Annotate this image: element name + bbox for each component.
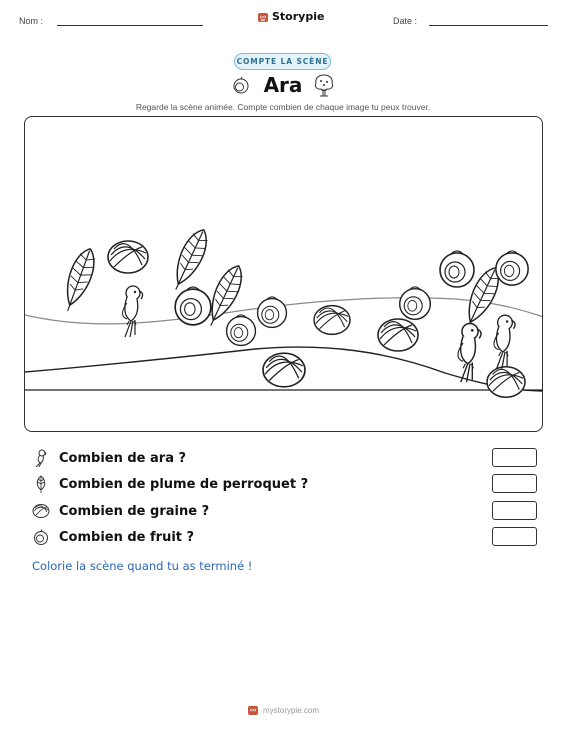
date-line[interactable] (429, 25, 548, 26)
question-row-fruit (32, 527, 537, 547)
counting-scene[interactable] (24, 116, 543, 432)
answer-box-feather[interactable] (492, 474, 537, 493)
footer-url[interactable]: mystorypie.com (262, 705, 319, 715)
question-row-feather (32, 474, 537, 494)
brand-logo (257, 10, 324, 23)
brand-name: Storypie (272, 10, 325, 23)
question-row-macaw (32, 448, 537, 468)
question-row-seed (32, 501, 537, 521)
scene-illustration (25, 117, 543, 432)
answer-box-macaw[interactable] (492, 448, 537, 467)
name-label: Nom : (19, 16, 44, 26)
instructions-text: Regarde la scène animée. Compte combien de chaque image tu peux trouver. (135, 102, 431, 112)
macaw-icon (32, 449, 50, 467)
question-text: Combien de ara ? (59, 450, 187, 466)
activity-badge: COMPTE LA SCÈNE (234, 53, 331, 70)
question-text: Combien de plume de perroquet ? (59, 476, 309, 492)
fruit-icon (32, 528, 50, 546)
question-text: Combien de graine ? (59, 503, 210, 519)
answer-box-fruit[interactable] (492, 527, 537, 546)
storypie-mascot-icon (247, 704, 259, 716)
feather-icon (32, 475, 50, 493)
name-line[interactable] (57, 25, 203, 26)
answer-box-seed[interactable] (492, 501, 537, 520)
coloring-note: Colorie la scène quand tu as terminé ! (32, 559, 253, 573)
date-label: Date : (393, 16, 418, 26)
storypie-mascot-icon (257, 11, 269, 23)
footer (0, 704, 566, 716)
tree-icon (313, 73, 335, 97)
page-title: Ara (263, 73, 303, 97)
question-text: Combien de fruit ? (59, 529, 195, 545)
fruit-icon (232, 76, 250, 94)
seed-icon (32, 502, 50, 520)
